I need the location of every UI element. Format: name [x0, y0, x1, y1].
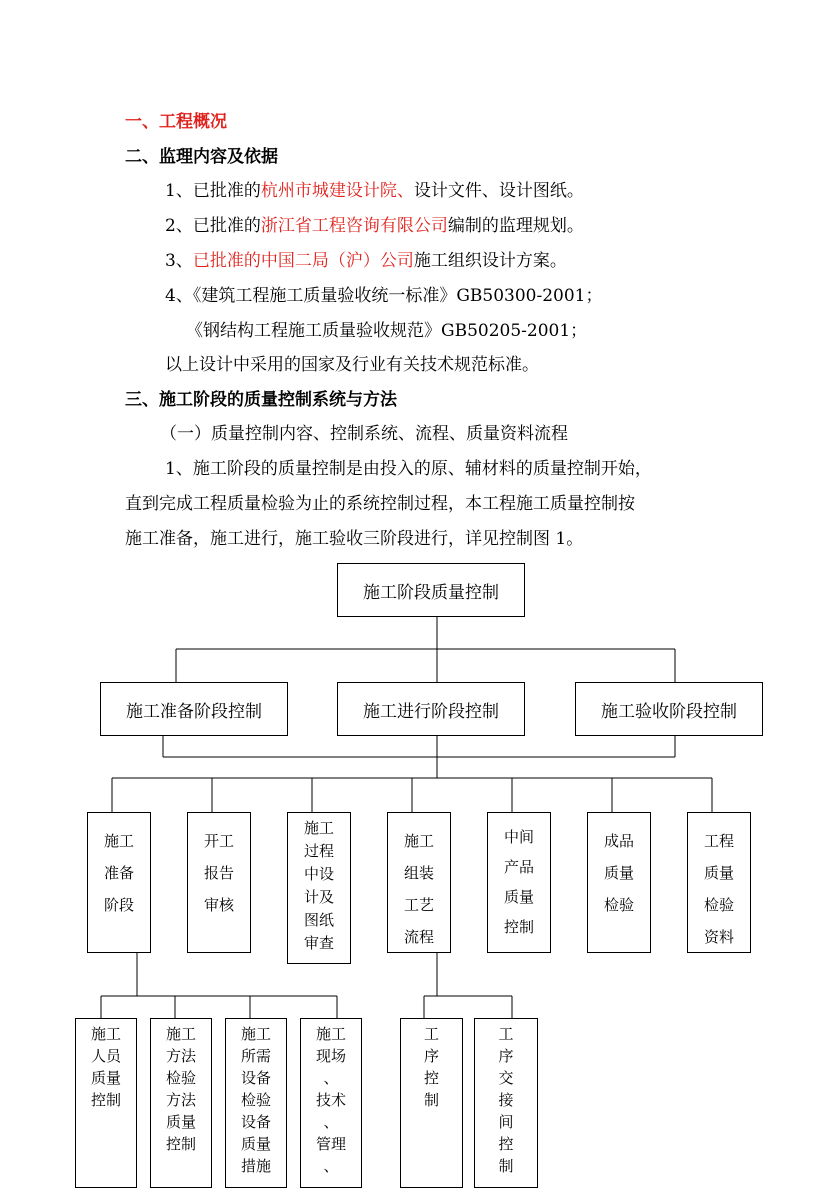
chart-node-start-report-review: 开工 报告 审核	[187, 812, 251, 953]
chart-node-equipment-inspection-measures: 施工 所需 设备 检验 设备 质量 措施	[225, 1018, 287, 1188]
basis-item-1: 1、已批准的杭州市城建设计院、设计文件、设计图纸。	[165, 181, 584, 201]
standard-item-1: 4、《建筑工程施工质量验收统一标准》GB50300-2001；	[165, 286, 603, 306]
chart-node-process-control: 工 序 控 制	[400, 1018, 463, 1188]
heading-project-overview: 一、工程概况	[125, 112, 227, 132]
chart-node-preparation-stage: 施工准备阶段控制	[100, 682, 288, 736]
chart-node-execution-stage: 施工进行阶段控制	[337, 682, 525, 736]
paragraph-line-3: 施工准备，施工进行，施工验收三阶段进行，详见控制图 1。	[125, 529, 584, 549]
chart-node-process-handover-control: 工 序 交 接 间 控 制	[474, 1018, 538, 1188]
chart-node-preparation-phase: 施工 准备 阶段	[87, 812, 151, 953]
basis-item-2: 2、已批准的浙江省工程咨询有限公司编制的监理规划。	[165, 216, 584, 236]
chart-node-design-drawing-review: 施工 过程 中设 计及 图纸 审查	[287, 812, 351, 964]
standard-item-2: 《钢结构工程施工质量验收规范》GB50205-2001；	[186, 321, 588, 341]
chart-node-site-technical-management: 施工 现场 、 技术 、 管理 、	[300, 1018, 362, 1188]
paragraph-line-1: 1、施工阶段的质量控制是由投入的原、辅材料的质量控制开始，	[165, 459, 652, 479]
standards-note: 以上设计中采用的国家及行业有关技术规范标准。	[165, 355, 539, 375]
chart-node-acceptance-stage: 施工验收阶段控制	[575, 682, 763, 736]
heading-supervision-basis: 二、监理内容及依据	[125, 147, 278, 167]
chart-node-finished-product-inspection: 成品 质量 检验	[587, 812, 651, 953]
paragraph-line-2: 直到完成工程质量检验为止的系统控制过程，本工程施工质量控制按	[125, 494, 635, 514]
heading-quality-control: 三、施工阶段的质量控制系统与方法	[125, 390, 397, 410]
chart-node-construction-quality-control: 施工阶段质量控制	[337, 563, 525, 617]
chart-node-intermediate-product-control: 中间 产品 质量 控制	[487, 812, 551, 953]
chart-node-personnel-quality-control: 施工 人员 质量 控制	[75, 1018, 137, 1188]
subheading-control-content: （一）质量控制内容、控制系统、流程、质量资料流程	[160, 424, 568, 444]
chart-node-inspection-records: 工程 质量 检验 资料	[687, 812, 751, 953]
chart-node-method-inspection-control: 施工 方法 检验 方法 质量 控制	[150, 1018, 212, 1188]
chart-node-assembly-process: 施工 组装 工艺 流程	[387, 812, 451, 953]
basis-item-3: 3、已批准的中国二局（沪）公司施工组织设计方案。	[165, 251, 567, 271]
